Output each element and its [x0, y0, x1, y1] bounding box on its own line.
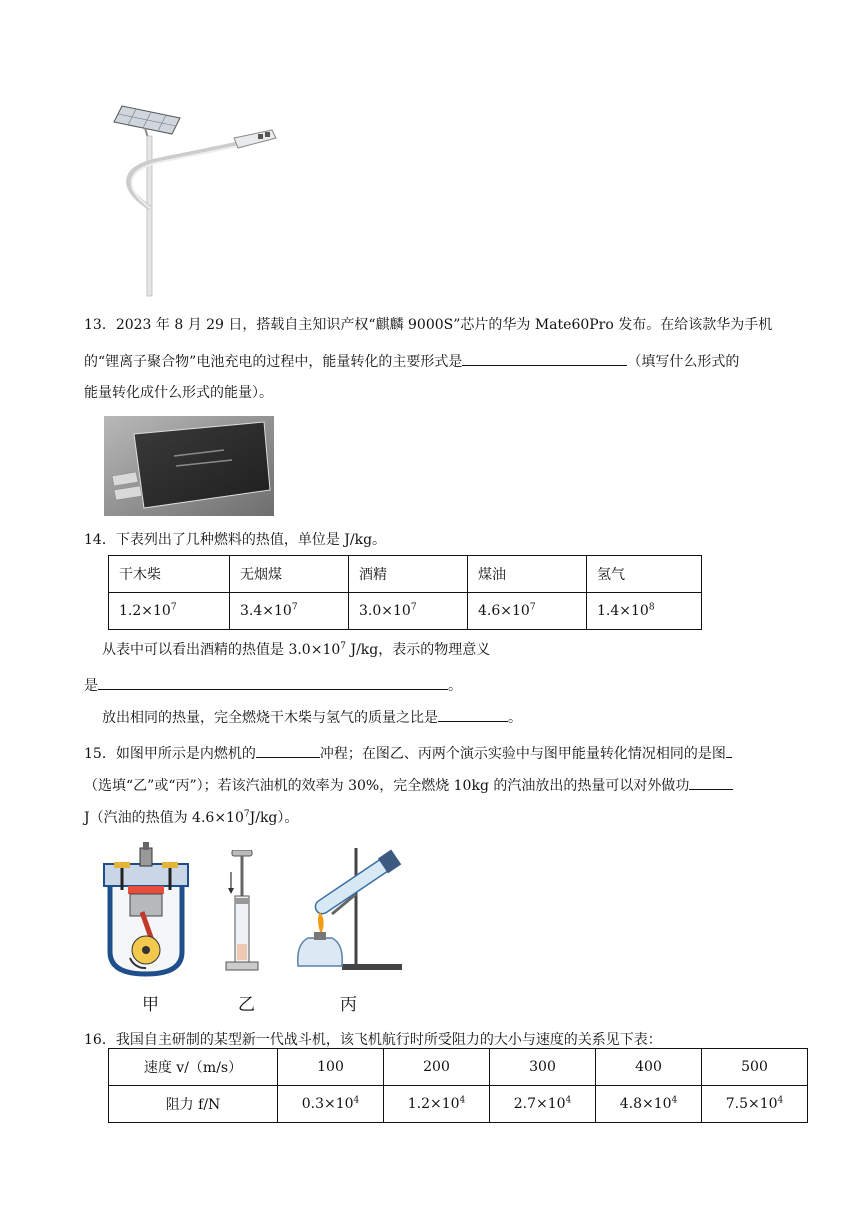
table-header-cell: 阻力 f/N — [109, 1086, 278, 1123]
table-cell: 煤油 — [468, 556, 587, 593]
q13-line-2-text: 的“锂离子聚合物”电池充电的过程中，能量转化的主要形式是 — [84, 354, 463, 370]
q13-answer-blank[interactable] — [462, 351, 627, 366]
exponent: 4 — [777, 1095, 784, 1106]
table-cell: 300 — [490, 1049, 596, 1086]
exponent: 7 — [410, 602, 417, 613]
table-row — [109, 1049, 808, 1086]
q14-line-2 — [84, 675, 462, 696]
table-row — [109, 1086, 808, 1123]
table-cell: 氢气 — [587, 556, 702, 593]
table-cell: 无烟煤 — [230, 556, 349, 593]
q13-line-3: 能量转化成什么形式的能量）。 — [84, 385, 273, 401]
mantissa: 7.5×10 — [725, 1096, 778, 1112]
table-cell: 200 — [384, 1049, 490, 1086]
table-cell — [702, 1086, 808, 1123]
air-compression-figure — [222, 850, 262, 972]
q14-line-3-tail: 。 — [508, 710, 522, 726]
table-cell: 干木柴 — [109, 556, 230, 593]
exponent: 8 — [648, 602, 655, 613]
table-cell — [349, 593, 468, 630]
lamp-pole — [129, 136, 238, 296]
q16-intro: 16．我国自主研制的某型新一代战斗机，该飞机航行时所受阻力的大小与速度的关系见下表： — [84, 1032, 662, 1048]
q15-line-1-text: 15．如图甲所示是内燃机的 — [84, 746, 256, 762]
q14-line-3 — [102, 707, 522, 728]
q15-figure-blank[interactable] — [726, 743, 732, 758]
exponent: 4 — [565, 1095, 572, 1106]
table-cell — [468, 593, 587, 630]
exponent: 7 — [529, 602, 536, 613]
q13-line-1: 13．2023 年 8 月 29 日，搭载自主知识产权“麒麟 9000S”芯片的华为 Mate60Pro 发布。在给该款华为手机 — [84, 317, 773, 333]
table-cell — [230, 593, 349, 630]
exponent: 7 — [291, 602, 298, 613]
q14-line-1 — [102, 640, 490, 660]
q15-stroke-blank[interactable] — [256, 743, 320, 758]
speed-resistance-table — [108, 1048, 808, 1123]
solar-panel — [114, 106, 180, 138]
exponent: 4 — [671, 1095, 678, 1106]
figure-label-bing: 丙 — [340, 995, 357, 1015]
exponent: 4 — [353, 1095, 360, 1106]
q14-line-1-text: 从表中可以看出酒精的热值是 3.0×10 — [102, 642, 341, 658]
table-header-cell: 速度 v/（m/s） — [109, 1049, 278, 1086]
mantissa: 1.2×10 — [119, 603, 171, 619]
mantissa: 1.4×10 — [597, 603, 649, 619]
table-cell — [384, 1086, 490, 1123]
solar-street-lamp-figure — [110, 98, 290, 298]
table-cell — [587, 593, 702, 630]
exponent: 7 — [243, 809, 250, 820]
q15-line-2-text: （选填“乙”或“丙”）；若该汽油机的效率为 30%，完全燃烧 10kg 的汽油放出的热量可以对外做功 — [84, 778, 690, 794]
fuel-heat-value-table — [108, 555, 702, 630]
q14-line-1-tail: J/kg，表示的物理意义 — [346, 642, 491, 658]
q15-line-3-text: J（汽油的热值为 4.6×10 — [84, 810, 244, 826]
exponent: 7 — [170, 602, 177, 613]
table-cell: 400 — [596, 1049, 702, 1086]
mantissa: 4.6×10 — [478, 603, 530, 619]
table-cell: 500 — [702, 1049, 808, 1086]
q14-line-3-text: 放出相同的热量，完全燃烧干木柴与氢气的质量之比是 — [102, 710, 438, 726]
exponent: 7 — [340, 641, 346, 652]
q14-intro: 14．下表列出了几种燃料的热值，单位是 J/kg。 — [84, 532, 387, 548]
table-row — [109, 556, 702, 593]
table-cell — [596, 1086, 702, 1123]
lamp-head — [234, 130, 276, 148]
figure-label-yi: 乙 — [238, 995, 255, 1015]
table-cell: 酒精 — [349, 556, 468, 593]
q15-work-blank[interactable] — [689, 775, 733, 790]
q13-line-2 — [84, 351, 739, 372]
q13-line-2-tail: （填写什么形式的 — [627, 354, 740, 370]
q15-line-1-tail: 冲程；在图乙、丙两个演示实验中与图甲能量转化情况相同的是图 — [319, 746, 726, 762]
mantissa: 0.3×10 — [301, 1096, 354, 1112]
mantissa: 2.7×10 — [513, 1096, 566, 1112]
q14-ratio-blank[interactable] — [438, 707, 508, 722]
q15-line-3 — [84, 808, 298, 828]
q15-line-3-tail: J/kg）。 — [249, 810, 299, 826]
mantissa: 3.4×10 — [240, 603, 292, 619]
table-cell — [490, 1086, 596, 1123]
q14-meaning-blank[interactable] — [98, 675, 448, 690]
table-cell: 100 — [278, 1049, 384, 1086]
mantissa: 4.8×10 — [619, 1096, 672, 1112]
q14-line-2-tail: 。 — [448, 678, 462, 694]
figure-label-jia: 甲 — [142, 995, 159, 1015]
exponent: 4 — [459, 1095, 466, 1106]
q14-line-2-text: 是 — [84, 678, 98, 694]
test-tube-heating-figure — [282, 848, 412, 976]
q15-line-2 — [84, 775, 733, 796]
table-row — [109, 593, 702, 630]
mantissa: 3.0×10 — [359, 603, 411, 619]
table-cell — [109, 593, 230, 630]
table-cell — [278, 1086, 384, 1123]
lithium-battery-photo — [104, 416, 274, 516]
engine-cylinder-figure — [100, 842, 192, 978]
q15-line-1 — [84, 743, 732, 764]
mantissa: 1.2×10 — [407, 1096, 460, 1112]
